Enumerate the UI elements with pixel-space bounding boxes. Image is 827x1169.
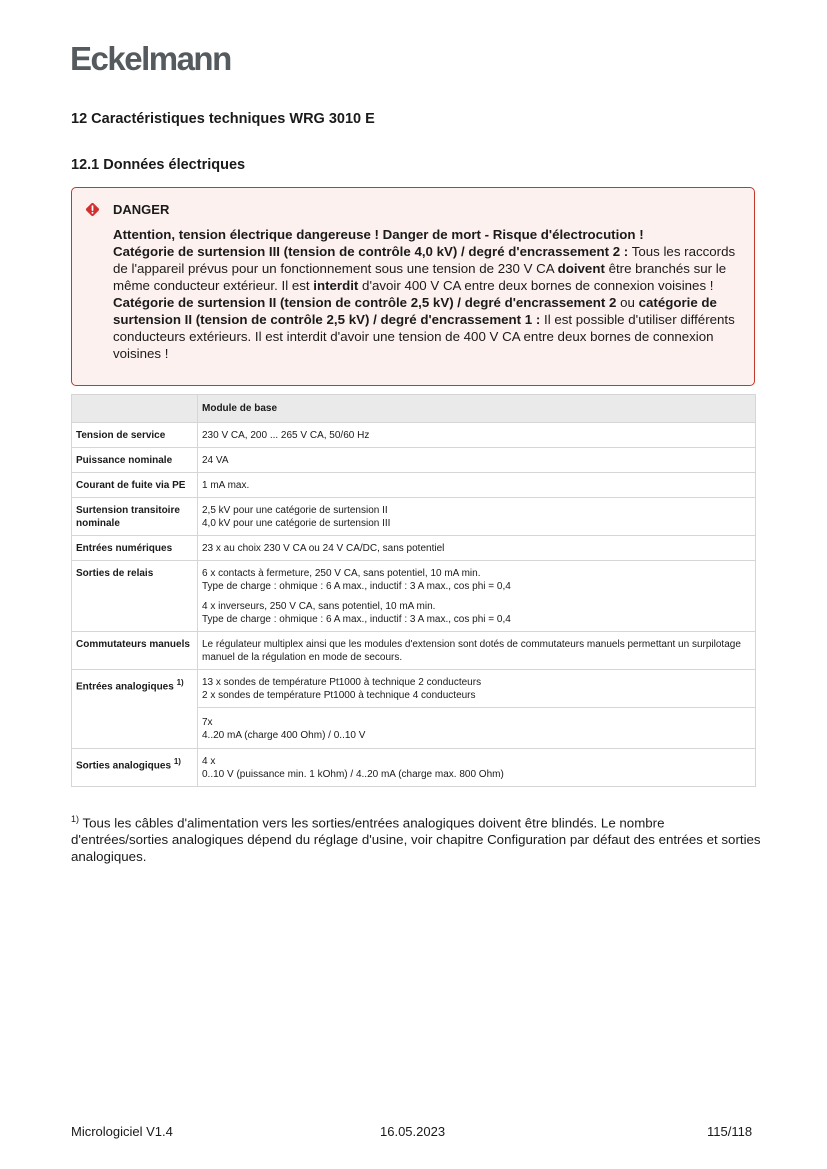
table-row	[72, 498, 756, 536]
row-label: Entrées numériques	[72, 536, 198, 561]
row-value: 13 x sondes de température Pt1000 à technique 2 conducteurs 2 x sondes de température Pt1000 à technique 4 conducteurs	[198, 670, 756, 708]
row-value: 7x 4..20 mA (charge 400 Ohm) / 0..10 V	[198, 708, 756, 749]
footer-page-number: 115/118	[707, 1124, 753, 1139]
subsection-title: 12.1 Données électriques	[71, 157, 246, 173]
footer-date: 16.05.2023	[380, 1124, 446, 1139]
row-label: Commutateurs manuels	[72, 632, 198, 670]
danger-paragraph-cat2: Catégorie de surtension II (tension de contrôle 2,5 kV) / degré d'encrassement 2 ou catégorie de surtension II (tension de contrôle 2,5 kV) / degré d'encrassement 1 : Il est possible d'utiliser différents conducteurs extérieurs. Il est interdit d'avoir une tension de 400 V CA entre deux bornes de connexion voisines !	[113, 295, 735, 361]
row-label: Courant de fuite via PE	[72, 473, 198, 498]
danger-paragraph-cat3: Catégorie de surtension III (tension de contrôle 4,0 kV) / degré d'encrassement 2 : Tous les raccords de l'appareil prévus pour un fonctionnement sous une tension de 230 V CA doivent être branchés sur le même conducteur extérieur. Il est interdit d'avoir 400 V CA entre deux bornes de connexion voisines !	[113, 244, 736, 293]
table-row	[72, 448, 756, 473]
footnote-ref: 1)	[173, 757, 181, 766]
row-value: 6 x contacts à fermeture, 250 V CA, sans potentiel, 10 mA min. Type de charge : ohmique : 6 A max., inductif : 3 A max., cos phi = 0,4 4 x inverseurs, 250 V CA, sans potentiel, 10 mA min. Type de charge : ohmique : 6 A max., inductif : 3 A max., cos phi = 0,4	[198, 561, 756, 632]
row-value: 230 V CA, 200 ... 265 V CA, 50/60 Hz	[198, 423, 756, 448]
table-row	[72, 749, 756, 787]
footer-firmware-version: Micrologiciel V1.4	[71, 1124, 173, 1139]
danger-headline: Attention, tension électrique dangereuse ! Danger de mort - Risque d'électrocution !	[113, 227, 644, 242]
table-header-row	[72, 395, 756, 423]
row-value: 4 x 0..10 V (puissance min. 1 kOhm) / 4..20 mA (charge max. 800 Ohm)	[198, 749, 756, 787]
section-title: 12 Caractéristiques techniques WRG 3010 E	[71, 111, 375, 127]
table-row	[72, 561, 756, 632]
danger-body	[113, 226, 743, 362]
warning-diamond-icon	[84, 201, 101, 218]
table-header-empty	[72, 395, 198, 423]
danger-title: DANGER	[113, 202, 170, 217]
row-label: Entrées analogiques $^{1)}$	[72, 670, 198, 749]
row-value: Le régulateur multiplex ainsi que les modules d'extension sont dotés de commutateurs manuels permettant un surpilotage manuel de la régulation en mode de secours.	[198, 632, 756, 670]
row-label: Surtension transitoire nominale	[72, 498, 198, 536]
row-label: Tension de service	[72, 423, 198, 448]
electrical-data-table	[71, 394, 756, 787]
table-header-cell: Module de base	[198, 395, 756, 423]
row-value: 24 VA	[198, 448, 756, 473]
table-row	[72, 632, 756, 670]
row-value: 23 x au choix 230 V CA ou 24 V CA/DC, sans potentiel	[198, 536, 756, 561]
footnote-ref: 1)	[176, 678, 184, 687]
row-label: Sorties analogiques $^{1)}$	[72, 749, 198, 787]
footnote	[71, 811, 761, 865]
row-value: 1 mA max.	[198, 473, 756, 498]
table-row	[72, 423, 756, 448]
table-row	[72, 473, 756, 498]
footnote-marker: 1)	[71, 814, 80, 824]
table-row	[72, 670, 756, 708]
row-label: Sorties de relais	[72, 561, 198, 632]
table-row	[72, 536, 756, 561]
row-label: Puissance nominale	[72, 448, 198, 473]
danger-notice	[71, 187, 755, 386]
company-logo: Eckelmann	[70, 40, 231, 77]
row-value: 2,5 kV pour une catégorie de surtension II 4,0 kV pour une catégorie de surtension III	[198, 498, 756, 536]
footnote-text: Tous les câbles d'alimentation vers les sorties/entrées analogiques doivent être blindés. Le nombre d'entrées/sorties analogiques dépend du réglage d'usine, voir chapitre Configuration par défaut des entrées et sorties analogiques.	[71, 815, 761, 865]
